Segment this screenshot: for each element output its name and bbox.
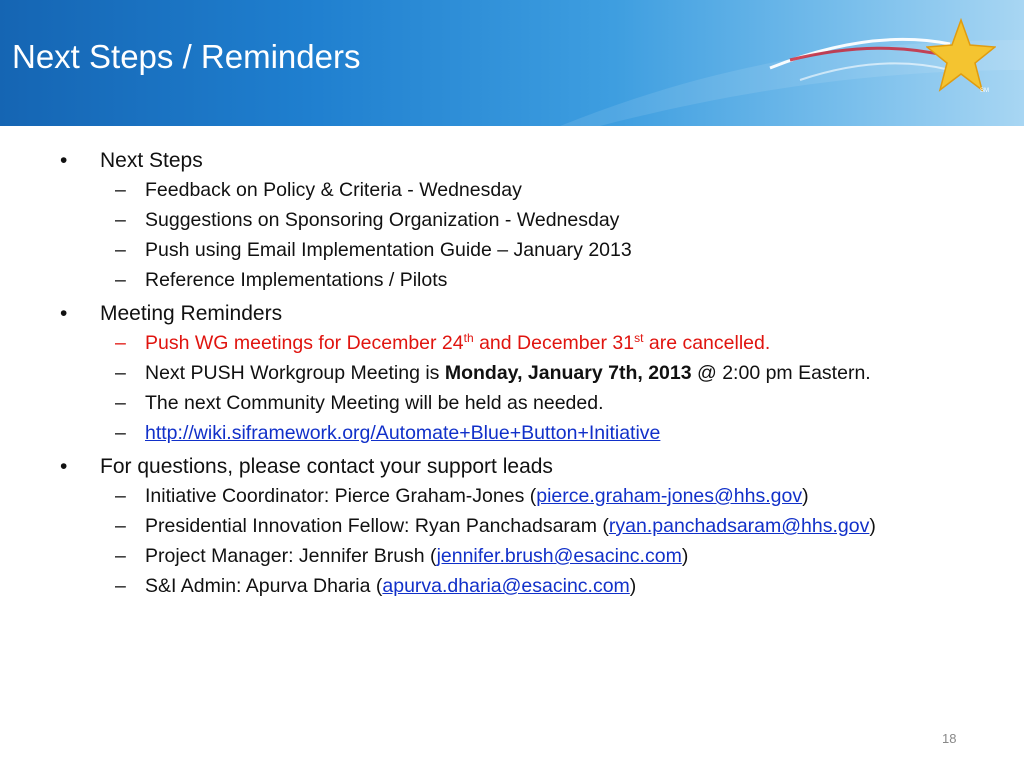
bullet-next-steps [0, 146, 1024, 176]
bullet-questions [0, 452, 1024, 482]
dash-marker: – [115, 392, 126, 414]
contact-email-link[interactable]: apurva.dharia@esacinc.com [382, 575, 630, 597]
wiki-link[interactable]: http://wiki.siframework.org/Automate+Blue+Button+Initiative [145, 422, 661, 444]
contact-email-link[interactable]: ryan.panchadsaram@hhs.gov [608, 515, 870, 537]
contact-item [0, 545, 1024, 568]
next-meeting-prefix: Next PUSH Workgroup Meeting is [145, 362, 445, 384]
contact-email-link[interactable]: pierce.graham-jones@hhs.gov [536, 485, 803, 507]
bullet-marker: • [60, 149, 68, 172]
bullet-label: For questions, please contact your support leads [100, 455, 553, 478]
sub-bullet-text: Push using Email Implementation Guide – January 2013 [145, 239, 632, 261]
slide-title: Next Steps / Reminders [12, 38, 361, 75]
sub-bullet-text: Reference Implementations / Pilots [145, 269, 448, 291]
contact-close: ) [681, 545, 689, 567]
contact-item [0, 515, 1024, 538]
dash-marker: – [115, 485, 126, 507]
bullet-meeting-reminders [0, 299, 1024, 329]
contact-role: S&I Admin: Apurva Dharia ( [145, 575, 383, 597]
contact-close: ) [802, 485, 809, 507]
dash-marker: – [115, 515, 126, 537]
cancel-text-2: and December 31 [473, 332, 635, 354]
next-meeting [0, 362, 1024, 385]
contact-close: ) [869, 515, 876, 537]
slide-content [0, 146, 1024, 605]
contact-close: ) [629, 575, 637, 597]
bullet-label: Meeting Reminders [100, 302, 283, 325]
community-meeting [0, 392, 1024, 415]
contact-role: Initiative Coordinator: Pierce Graham-Jones ( [145, 485, 537, 507]
cancellation-notice [0, 332, 1024, 355]
contact-email-link[interactable]: jennifer.brush@esacinc.com [436, 545, 682, 567]
sub-bullet-text: Suggestions on Sponsoring Organization - Wednesday [145, 209, 620, 231]
service-mark: SM [980, 88, 989, 94]
cancel-sup-2: st [634, 331, 644, 345]
community-text: The next Community Meeting will be held as needed. [145, 392, 604, 414]
slide-header [0, 0, 1024, 126]
cancel-text-1: Push WG meetings for December 24 [145, 332, 464, 354]
next-meeting-date: Monday, January 7th, 2013 [444, 362, 692, 384]
wiki-link-item [0, 422, 1024, 445]
dash-marker: – [115, 545, 126, 567]
dash-marker: – [115, 362, 126, 384]
next-meeting-suffix: @ 2:00 pm Eastern. [691, 362, 871, 384]
dash-marker: – [115, 179, 126, 201]
page-number: 18 [942, 731, 957, 746]
dash-marker: – [115, 269, 126, 291]
dash-marker: – [115, 239, 126, 261]
sub-bullet [0, 239, 1024, 262]
sub-bullet [0, 179, 1024, 202]
contact-item [0, 485, 1024, 508]
bullet-marker: • [60, 302, 68, 325]
sub-bullet [0, 269, 1024, 292]
bullet-marker: • [60, 455, 68, 478]
sub-bullet [0, 209, 1024, 232]
dash-marker: – [115, 332, 126, 354]
contact-role: Project Manager: Jennifer Brush ( [145, 545, 437, 567]
contact-item [0, 575, 1024, 598]
dash-marker: – [115, 209, 126, 231]
dash-marker: – [115, 575, 126, 597]
bullet-label: Next Steps [100, 149, 203, 172]
dash-marker: – [115, 422, 126, 444]
sub-bullet-text: Feedback on Policy & Criteria - Wednesday [145, 179, 522, 201]
contact-role: Presidential Innovation Fellow: Ryan Panchadsaram ( [145, 515, 609, 537]
star-logo-icon [926, 18, 996, 94]
cancel-text-3: are cancelled. [643, 332, 771, 354]
cancel-sup-1: th [463, 331, 474, 345]
